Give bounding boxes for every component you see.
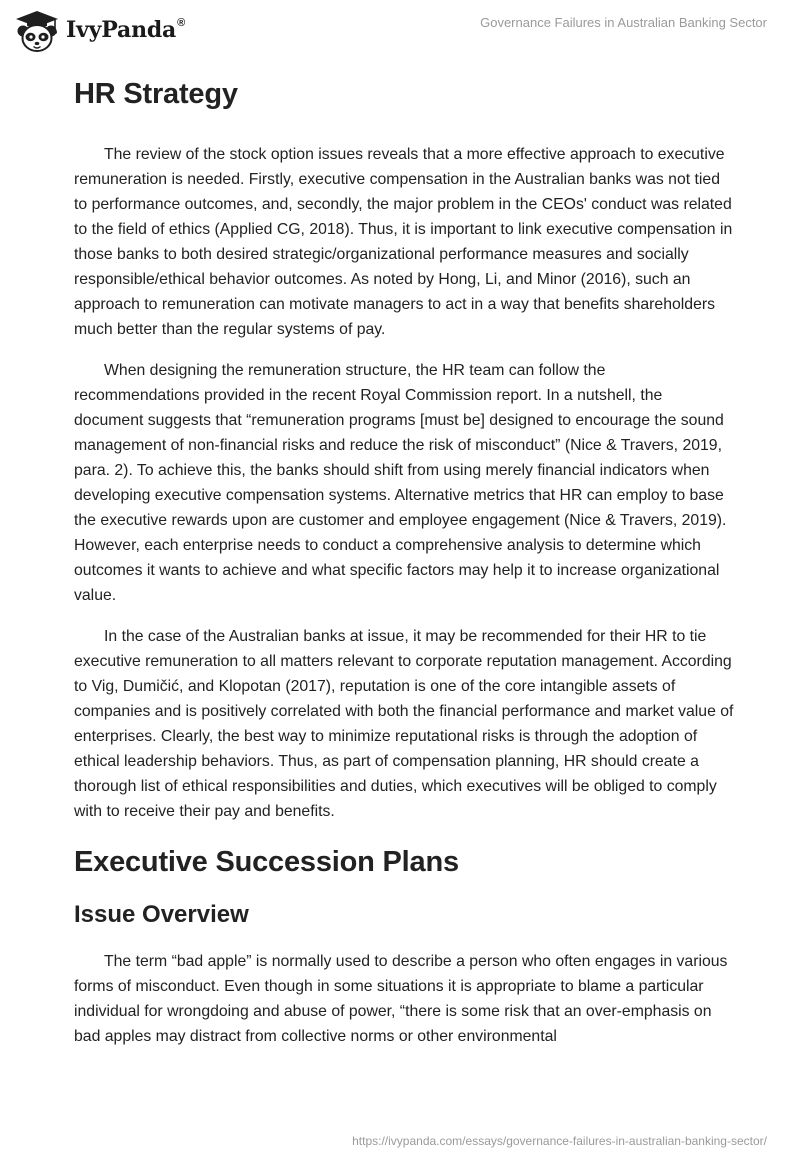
logo-wordmark [66,17,185,43]
page-header [0,0,800,60]
essay-content [74,70,734,1049]
paragraph: In the case of the Australian banks at issue, it may be recommended for their HR to tie executive remuneration to all matters relevant to corporate reputation management. According to Vig, Dumičić, and Klopotan (2017), reputation is one of the core intangible assets of companies and is positively correlated with both the financial performance and market value of enterprises. Clearly, the best way to minimize reputational risks is through the adoption of ethical leadership behaviors. Thus, as part of compensation planning, HR should create a thorough list of ethical responsibilities and duties, which executives will be obliged to comply with to receive their pay and benefits. [74,628,734,820]
paragraph: The review of the stock option issues reveals that a more effective approach to executive remuneration is needed. Firstly, executive compensation in the Australian banks was not tied to performance outcomes, and, secondly, the major problem in the CEOs' conduct was related to the field of ethics (Applied CG, 2018). Thus, it is important to link executive compensation in those banks to both desired strategic/organizational performance measures and socially responsible/ethical behavior outcomes. As noted by Hong, Li, and Minor (2016), such an approach to remuneration can motivate managers to act in a way that benefits shareholders much better than the regular systems of pay. [74,146,733,338]
ivypanda-logo[interactable] [14,9,185,53]
subheading-issue-overview: Issue Overview [74,901,249,928]
logo-name: IvyPanda [66,17,177,43]
heading-hr-strategy: HR Strategy [74,78,238,110]
registered-mark: ® [177,16,186,29]
document-title: Governance Failures in Australian Banking Sector [480,15,767,30]
source-url-link[interactable]: https://ivypanda.com/essays/governance-failures-in-australian-banking-sector/ [352,1134,767,1148]
paragraph: When designing the remuneration structure, the HR team can follow the recommendations provided in the recent Royal Commission report. In a nutshell, the document suggests that “remuneration programs [must be] designed to encourage the sound management of non-financial risks and reduce the risk of misconduct” (Nice & Travers, 2019, para. 2). To achieve this, the banks should shift from using merely financial indicators when developing executive compensation systems. Alternative metrics that HR can employ to base the executive rewards upon are customer and employee engagement (Nice & Travers, 2019). However, each enterprise needs to conduct a comprehensive analysis to determine which outcomes it wants to achieve and what specific factors may help it to increase organizational value. [74,362,727,604]
paragraph: The term “bad apple” is normally used to describe a person who often engages in various forms of misconduct. Even though in some situations it is appropriate to blame a particular individual for wrongdoing and abuse of power, “there is some risk that an over-emphasis on bad apples may distract from collective norms or other environmental [74,953,728,1045]
heading-executive-succession-plans: Executive Succession Plans [74,846,459,878]
panda-graduate-icon [14,9,60,53]
